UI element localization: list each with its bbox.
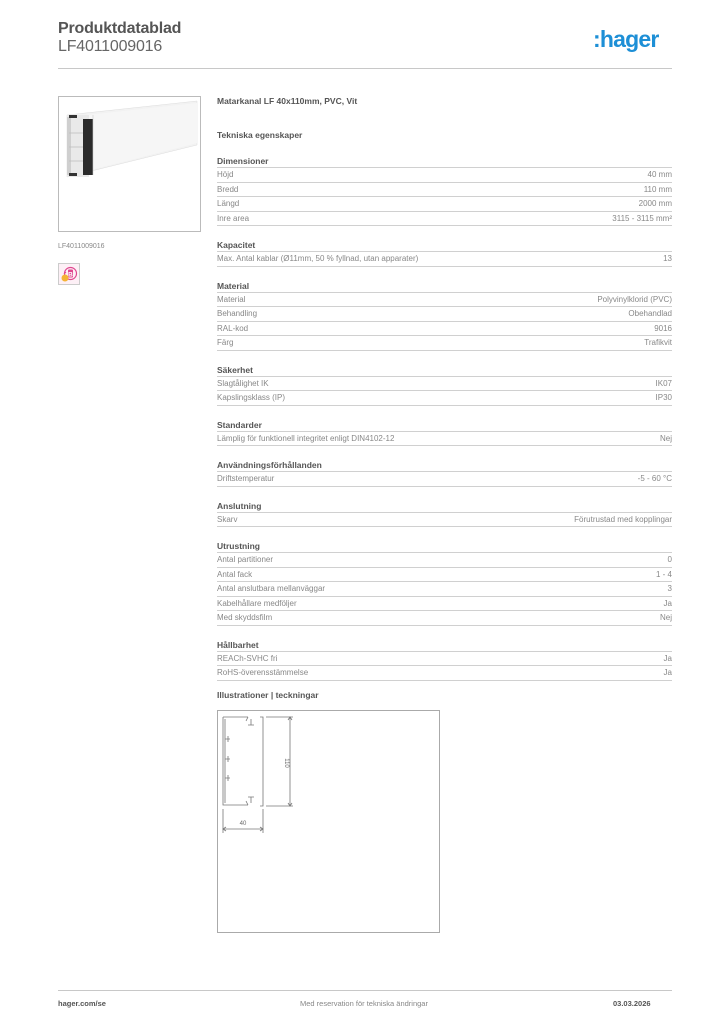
spec-value: Nej: [659, 433, 672, 443]
spec-value: Polyvinylklorid (PVC): [597, 294, 672, 304]
spec-label: Skarv: [217, 514, 238, 524]
group-title: Säkerhet: [217, 365, 672, 377]
footer-disclaimer: Med reservation för tekniska ändringar: [300, 999, 428, 1008]
article-number: LF4011009016: [58, 38, 163, 55]
spec-value: Ja: [663, 653, 672, 663]
group-title: Användningsförhållanden: [217, 460, 672, 472]
spec-label: Max. Antal kablar (Ø11mm, 50 % fyllnad, utan apparater): [217, 254, 419, 263]
spec-group-hallbarhet: [217, 640, 672, 681]
spec-label: Slagtålighet IK: [217, 378, 269, 388]
spec-label: Driftstemperatur: [217, 474, 275, 483]
product-name: Matarkanal LF 40x110mm, PVC, Vit: [217, 96, 358, 106]
spec-row: [217, 197, 672, 212]
spec-value: 13: [663, 254, 672, 263]
group-title: Utrustning: [217, 541, 672, 553]
spec-value: Trafikvit: [644, 338, 672, 347]
spec-row: [217, 322, 672, 337]
spec-value: Nej: [659, 613, 672, 622]
image-caption: LF4011009016: [58, 243, 105, 250]
technical-drawing: [217, 710, 440, 933]
group-title: Material: [217, 281, 672, 293]
spec-row: [217, 611, 672, 626]
spec-label: RAL-kod: [217, 323, 249, 333]
cross-section-drawing: [218, 711, 441, 934]
halogen-free-badge: [58, 263, 80, 285]
spec-value: Obehandlad: [628, 309, 672, 318]
spec-row: [217, 652, 672, 667]
spec-label: Färg: [217, 338, 234, 347]
product-specs: [217, 96, 672, 681]
spec-value: -5 - 60 °C: [637, 474, 672, 483]
spec-value: 110 mm: [643, 184, 672, 194]
group-title: Standarder: [217, 420, 672, 432]
spec-label: Kapslingsklass (IP): [217, 393, 286, 402]
spec-label: Antal anslutbara mellanväggar: [217, 584, 326, 593]
svg-text:B: B: [68, 271, 73, 279]
spec-label: Bredd: [217, 184, 239, 194]
spec-group-dimensioner: [217, 156, 672, 226]
spec-row: [217, 391, 672, 406]
spec-label: Kabelhållare medföljer: [217, 598, 297, 608]
spec-label: Behandling: [217, 309, 258, 318]
spec-value: IK07: [655, 378, 672, 388]
document-title: Produktdatablad: [58, 20, 182, 37]
header-divider: [58, 68, 672, 69]
spec-label: RoHS-överensstämmelse: [217, 668, 309, 677]
spec-label: Lämplig för funktionell integritet enligt DIN4102-12: [217, 433, 395, 443]
spec-row: [217, 307, 672, 322]
spec-row: [217, 377, 672, 392]
illustrations-title: Illustrationer | teckningar: [217, 690, 319, 700]
spec-label: Antal fack: [217, 569, 253, 579]
spec-group-standarder: [217, 420, 672, 447]
spec-value: Förutrustad med kopplingar: [574, 514, 672, 524]
spec-value: IP30: [655, 393, 672, 402]
spec-label: Antal partitioner: [217, 555, 274, 564]
svg-text:40: 40: [239, 821, 247, 827]
spec-value: Ja: [663, 668, 672, 677]
spec-value: 2000 mm: [638, 199, 672, 208]
spec-row: [217, 293, 672, 308]
spec-value: 3115 - 3115 mm²: [612, 213, 672, 223]
spec-row: [217, 472, 672, 487]
spec-label: Höjd: [217, 170, 234, 179]
spec-row: [217, 252, 672, 267]
spec-group-material: [217, 281, 672, 351]
footer-date: 03.03.2026: [613, 999, 651, 1008]
spec-value: 9016: [654, 323, 672, 333]
spec-label: REACh-SVHC fri: [217, 653, 278, 663]
spec-value: 1 - 4: [655, 569, 672, 579]
spec-row: [217, 666, 672, 681]
spec-group-sakerhet: [217, 365, 672, 406]
spec-group-kapacitet: [217, 240, 672, 267]
cable-trunking-image: [59, 97, 201, 232]
spec-row: [217, 168, 672, 183]
spec-row: [217, 183, 672, 198]
spec-label: Med skyddsfilm: [217, 613, 273, 622]
spec-row: [217, 597, 672, 612]
technical-title: Tekniska egenskaper: [217, 130, 303, 140]
footer-divider: [58, 990, 672, 991]
spec-value: 0: [667, 555, 672, 564]
group-title: Kapacitet: [217, 240, 672, 252]
hager-logo: :hager: [593, 26, 659, 52]
spec-row: [217, 336, 672, 351]
spec-value: 3: [667, 584, 672, 593]
spec-value: Ja: [663, 598, 672, 608]
spec-row: [217, 568, 672, 583]
product-image: [58, 96, 201, 232]
spec-label: Inre area: [217, 213, 250, 223]
group-title: Dimensioner: [217, 156, 672, 168]
spec-group-anvandningsforhallanden: [217, 460, 672, 487]
group-title: Hållbarhet: [217, 640, 672, 652]
spec-row: [217, 432, 672, 447]
spec-group-anslutning: [217, 501, 672, 528]
halogen-free-icon: [59, 264, 79, 284]
group-title: Anslutning: [217, 501, 672, 513]
website-link[interactable]: hager.com/se: [58, 999, 106, 1008]
spec-row: [217, 513, 672, 528]
svg-text:110: 110: [283, 758, 289, 768]
spec-row: [217, 212, 672, 227]
spec-row: [217, 582, 672, 597]
spec-group-utrustning: [217, 541, 672, 626]
spec-label: Längd: [217, 199, 240, 208]
spec-label: Material: [217, 294, 246, 304]
spec-value: 40 mm: [647, 170, 672, 179]
spec-row: [217, 553, 672, 568]
